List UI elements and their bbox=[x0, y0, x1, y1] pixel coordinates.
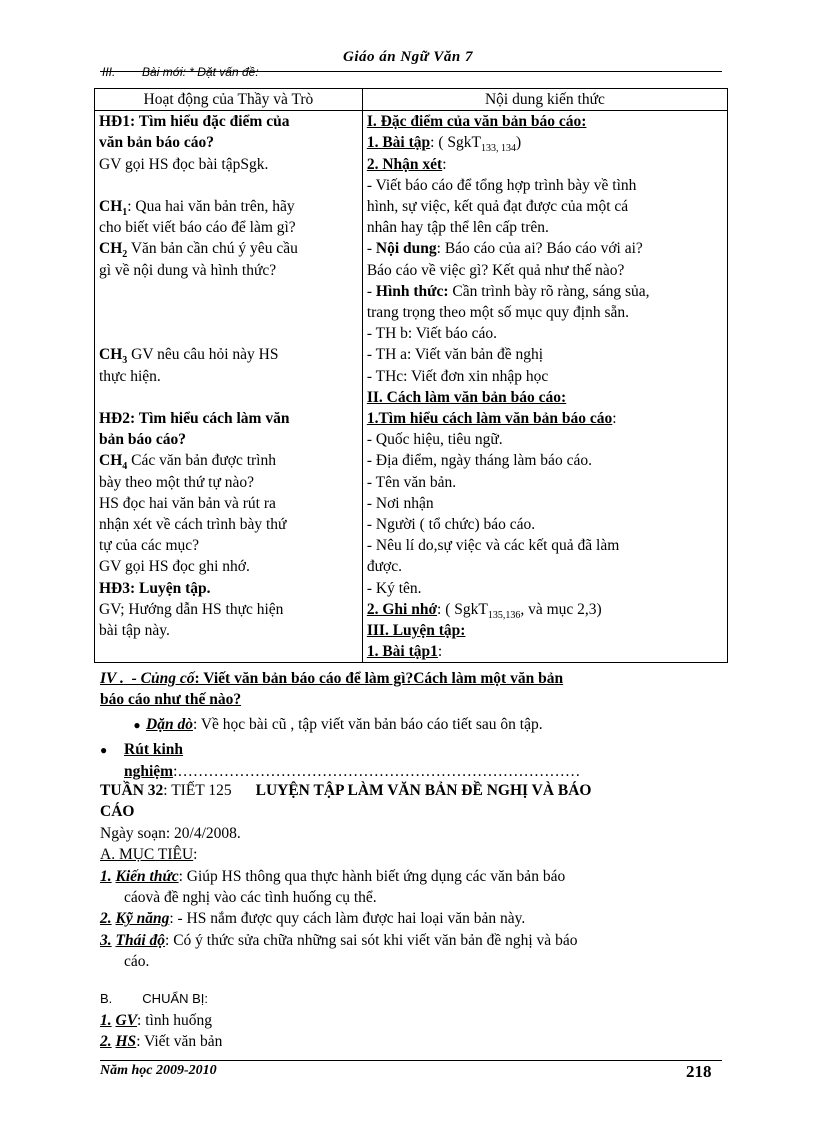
gv3-line-2: bài tập này. bbox=[99, 622, 170, 639]
objective-knowledge-2: cáovà đề nghị vào các tình huống cụ thể. bbox=[124, 889, 377, 907]
page-header-title: Giáo án Ngữ Văn 7 bbox=[342, 49, 473, 65]
bullet-icon: ● bbox=[100, 743, 108, 757]
remarks-heading: 2. Nhận xét: bbox=[366, 155, 447, 173]
list-item: - Nơi nhận bbox=[366, 494, 434, 512]
list-item: - Địa điểm, ngày tháng làm báo cáo. bbox=[366, 452, 592, 470]
remark-line-2: hình, sự việc, kết quả đạt được của một cá bbox=[366, 198, 629, 216]
remark-line-5: Báo cáo về việc gì? Kết quả như thế nào? bbox=[366, 261, 625, 279]
section-intro-text: Bài mới: * Đặt vấn đề: bbox=[142, 65, 259, 79]
consolidation-block bbox=[100, 668, 740, 711]
ch2-line-2: gì về nội dung và hình thức? bbox=[99, 261, 277, 279]
objective-skills: 2. Kỹ năng: - HS nắm được quy cách làm được hai loại văn bản này. bbox=[100, 910, 526, 928]
ch4-line-2: bày theo một thứ tự nào? bbox=[99, 473, 254, 491]
case-c: - THc: Viết đơn xin nhập học bbox=[366, 367, 549, 385]
objectives-heading: A. MỤC TIÊU: bbox=[100, 846, 198, 864]
list-item: được. bbox=[366, 558, 402, 576]
remark-line-7: trang trọng theo một số mục quy định sẵn. bbox=[366, 304, 630, 322]
list-item: - Tên văn bản. bbox=[366, 473, 457, 491]
hs-line-1: HS đọc hai văn bản và rút ra bbox=[99, 494, 276, 512]
list-item: - Người ( tổ chức) báo cáo. bbox=[366, 516, 536, 534]
gv-instruction-2: GV gọi HS đọc ghi nhớ. bbox=[99, 558, 250, 576]
col-header-content: Nội dung kiến thức bbox=[362, 89, 727, 111]
review-line-1: ● Rút kinh bbox=[100, 739, 740, 761]
lesson-title: LUYỆN TẬP LÀM VĂN BẢN ĐỀ NGHỊ VÀ BÁO bbox=[255, 782, 592, 799]
hd1-line-1: HĐ1: Tìm hiểu đặc điểm của bbox=[99, 113, 290, 131]
section-3-heading: III. Luyện tập: bbox=[366, 622, 466, 640]
preparation-date: Ngày soạn: 20/4/2008. bbox=[100, 824, 241, 842]
footer-rule bbox=[100, 1060, 722, 1061]
list-item: - Nêu lí do,sự việc và các kết quả đã làm bbox=[366, 537, 620, 555]
prep-teacher: 1. GV: tình huống bbox=[100, 1012, 212, 1029]
homework-line: ● Dặn dò: Về học bài cũ , tập viết văn bản báo cáo tiết sau ôn tập. bbox=[128, 714, 768, 736]
list-item: - Quốc hiệu, tiêu ngữ. bbox=[366, 431, 503, 449]
prep-students: 2. HS: Viết văn bản bbox=[100, 1033, 223, 1051]
section-1-heading: I. Đặc điểm của văn bản báo cáo: bbox=[366, 113, 587, 131]
preparation-heading: B. CHUẨN BỊ: bbox=[100, 991, 209, 1006]
spacer bbox=[99, 175, 358, 196]
table-body-row bbox=[95, 111, 728, 663]
section-intro bbox=[102, 65, 259, 79]
consolidation-line-1: IV . - Củng cố: Viết văn bản báo cáo để làm gì?Cách làm một văn bản bbox=[100, 670, 564, 687]
hd1-line-2: văn bản báo cáo? bbox=[99, 134, 214, 152]
hd2-line-1: HĐ2: Tìm hiểu cách làm văn bbox=[99, 409, 290, 427]
case-a: - TH a: Viết văn bản đề nghị bbox=[366, 346, 544, 364]
objective-attitude-2: cáo. bbox=[124, 953, 150, 971]
exercise-line: 1. Bài tập1: bbox=[366, 643, 443, 661]
objective-attitude-1: 3. Thái độ: Có ý thức sửa chữa những sai sót khi viết văn bản đề nghị và báo bbox=[100, 931, 578, 949]
review-block bbox=[100, 739, 740, 783]
gv-instruction-1: GV gọi HS đọc bài tậpSgk. bbox=[99, 155, 269, 173]
activities-cell bbox=[95, 111, 363, 663]
objective-knowledge-1: 1. Kiến thức: Giúp HS thông qua thực hành biết ứng dụng các văn bản báo bbox=[100, 867, 566, 885]
remark-line-1: - Viết báo cáo để tổng hợp trình bày về tình bbox=[366, 176, 637, 194]
section-2-1-heading: 1.Tìm hiểu cách làm văn bản báo cáo: bbox=[366, 410, 617, 428]
form-line: - Hình thức: Cần trình bày rõ ràng, sáng sủa, bbox=[366, 282, 650, 300]
hs-line-2: nhận xét về cách trình bày thứ bbox=[99, 515, 287, 533]
hs-line-3: tự của các mục? bbox=[99, 537, 200, 555]
school-year: Năm học 2009-2010 bbox=[100, 1063, 217, 1078]
list-item: - Ký tên. bbox=[366, 579, 422, 597]
header-rule bbox=[100, 71, 722, 72]
section-2-heading: II. Cách làm văn bản báo cáo: bbox=[366, 388, 567, 406]
hd3-line: HĐ3: Luyện tập. bbox=[99, 579, 211, 597]
bullet-icon: ● bbox=[133, 718, 141, 732]
ch1-line-2: cho biết viết báo cáo để làm gì? bbox=[99, 219, 296, 237]
ch4-line-1: $CH_4$ Các văn bản được trình bbox=[99, 452, 276, 473]
page-number: 218 bbox=[686, 1062, 712, 1081]
lesson-table bbox=[94, 88, 728, 663]
lesson-title-continued: CÁO bbox=[100, 803, 135, 821]
gv3-line-1: GV; Hướng dẫn HS thực hiện bbox=[99, 600, 284, 618]
preparation-list bbox=[100, 1010, 740, 1053]
ch2-line-1: $CH_2$ Văn bản cần chú ý yêu cầu bbox=[99, 240, 298, 261]
exercise-1-ref: 1. Bài tập: ( SgkT$_{133, 134}$) bbox=[366, 134, 522, 155]
memo-line: 2. Ghi nhớ: ( SgkT$_{135,136}$, và mục 2,3) bbox=[366, 600, 602, 621]
content-cell bbox=[362, 111, 727, 663]
table-header-row bbox=[95, 89, 728, 111]
col-header-activities: Hoạt động của Thầy và Trò bbox=[95, 89, 363, 111]
remark-line-3: nhân hay tập thể lên cấp trên. bbox=[366, 219, 549, 237]
hd2-line-2: bản báo cáo? bbox=[99, 431, 186, 449]
section-number: III. bbox=[102, 65, 116, 79]
case-b: - TH b: Viết báo cáo. bbox=[366, 325, 498, 343]
consolidation-line-2: báo cáo như thế nào? bbox=[100, 691, 242, 709]
review-line-2: nghiệm:…………………………………………………………………… bbox=[124, 763, 581, 781]
week-line: TUẦN 32: TIẾT 125 LUYỆN TẬP LÀM VĂN BẢN ĐỀ NGHỊ VÀ BÁO bbox=[100, 782, 592, 799]
lesson-title-block bbox=[100, 780, 740, 973]
ch3-line-1: $CH_3$ GV nêu câu hỏi này HS bbox=[99, 346, 279, 367]
ch1-line-1: $CH_1$: Qua hai văn bản trên, hãy bbox=[99, 198, 295, 219]
content-line: - Nội dung: Báo cáo của ai? Báo cáo với ai? bbox=[366, 240, 643, 258]
ch3-line-2: thực hiện. bbox=[99, 367, 161, 385]
